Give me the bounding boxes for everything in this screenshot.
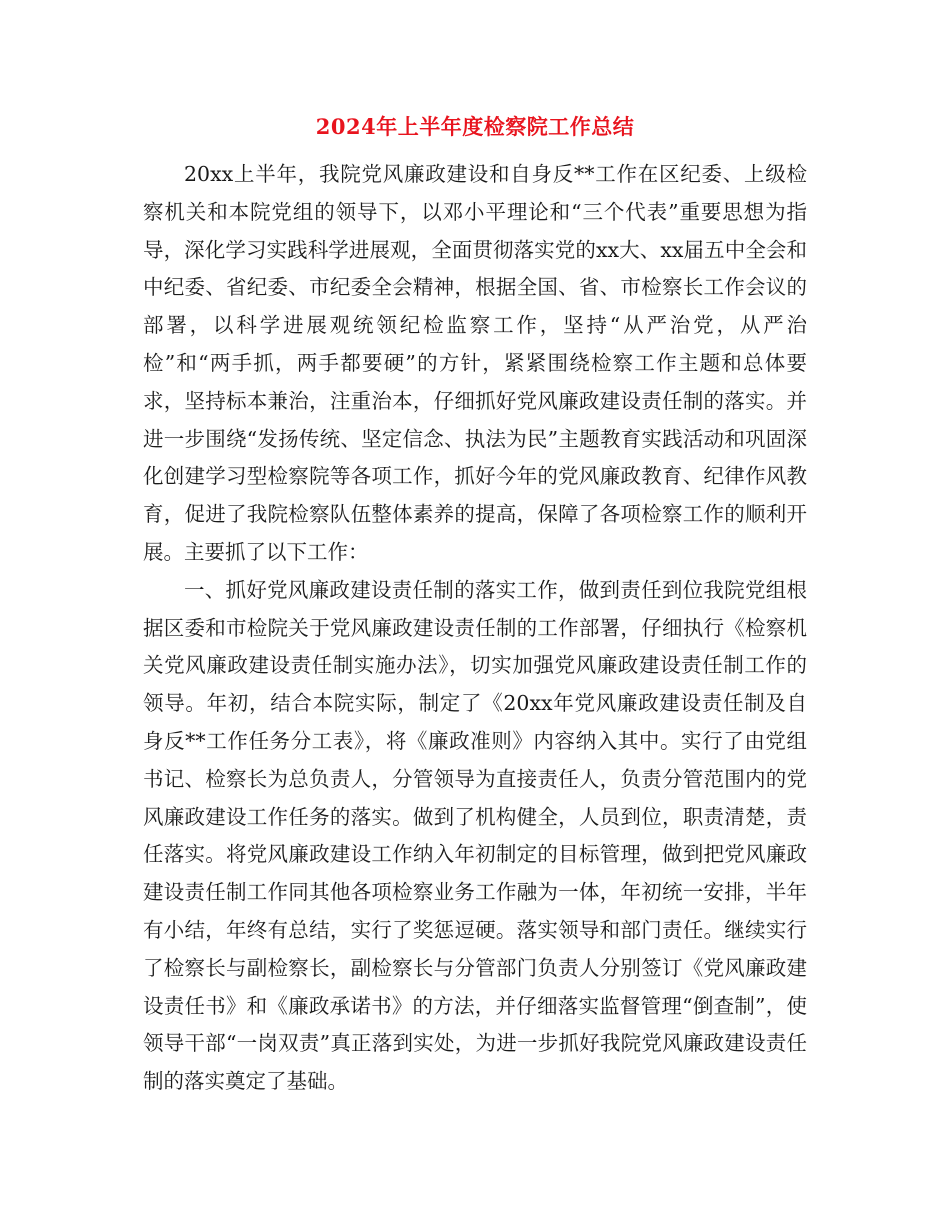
document-title: 2024年上半年度检察院工作总结: [315, 114, 635, 139]
paragraph-intro: 20xx上半年，我院党风廉政建设和自身反**工作在区纪委、上级检察机关和本院党组的领导下，以邓小平理论和“三个代表”重要思想为指导，深化学习实践科学进展观，全面贯彻落实党的xx大、xx届五中全会和中纪委、省纪委、市纪委全会精神，根据全国、省、市检察长工作会议的部署，以科学进展观统领纪检监察工作，坚持“从严治党，从严治检”和“两手抓，两手都要硬”的方针，紧紧围绕检察工作主题和总体要求，坚持标本兼治，注重治本，仔细抓好党风廉政建设责任制的落实。并进一步围绕“发扬传统、坚定信念、执法为民”主题教育实践活动和巩固深化创建学习型检察院等各项工作，抓好今年的党风廉政教育、纪律作风教育，促进了我院检察队伍整体素养的提高，保障了各项检察工作的顺利开展。主要抓了以下工作：: [143, 162, 807, 564]
document-body: [143, 156, 807, 1101]
paragraph-section-one: 一、抓好党风廉政建设责任制的落实工作，做到责任到位我院党组根据区委和市检院关于党风廉政建设责任制的工作部署，仔细执行《检察机关党风廉政建设责任制实施办法》，切实加强党风廉政建设责任制工作的领导。年初，结合本院实际，制定了《20xx年党风廉政建设责任制及自身反**工作任务分工表》，将《廉政准则》内容纳入其中。实行了由党组书记、检察长为总负责人，分管领导为直接责任人，负责分管范围内的党风廉政建设工作任务的落实。做到了机构健全，人员到位，职责清楚，责任落实。将党风廉政建设工作纳入年初制定的目标管理，做到把党风廉政建设责任制工作同其他各项检察业务工作融为一体，年初统一安排，半年有小结，年终有总结，实行了奖惩逗硬。落实领导和部门责任。继续实行了检察长与副检察长，副检察长与分管部门负责人分别签订《党风廉政建设责任书》和《廉政承诺书》的方法，并仔细落实监督管理“倒查制”，使领导干部“一岗双责”真正落到实处，为进一步抓好我院党风廉政建设责任制的落实奠定了基础。: [143, 577, 807, 1094]
